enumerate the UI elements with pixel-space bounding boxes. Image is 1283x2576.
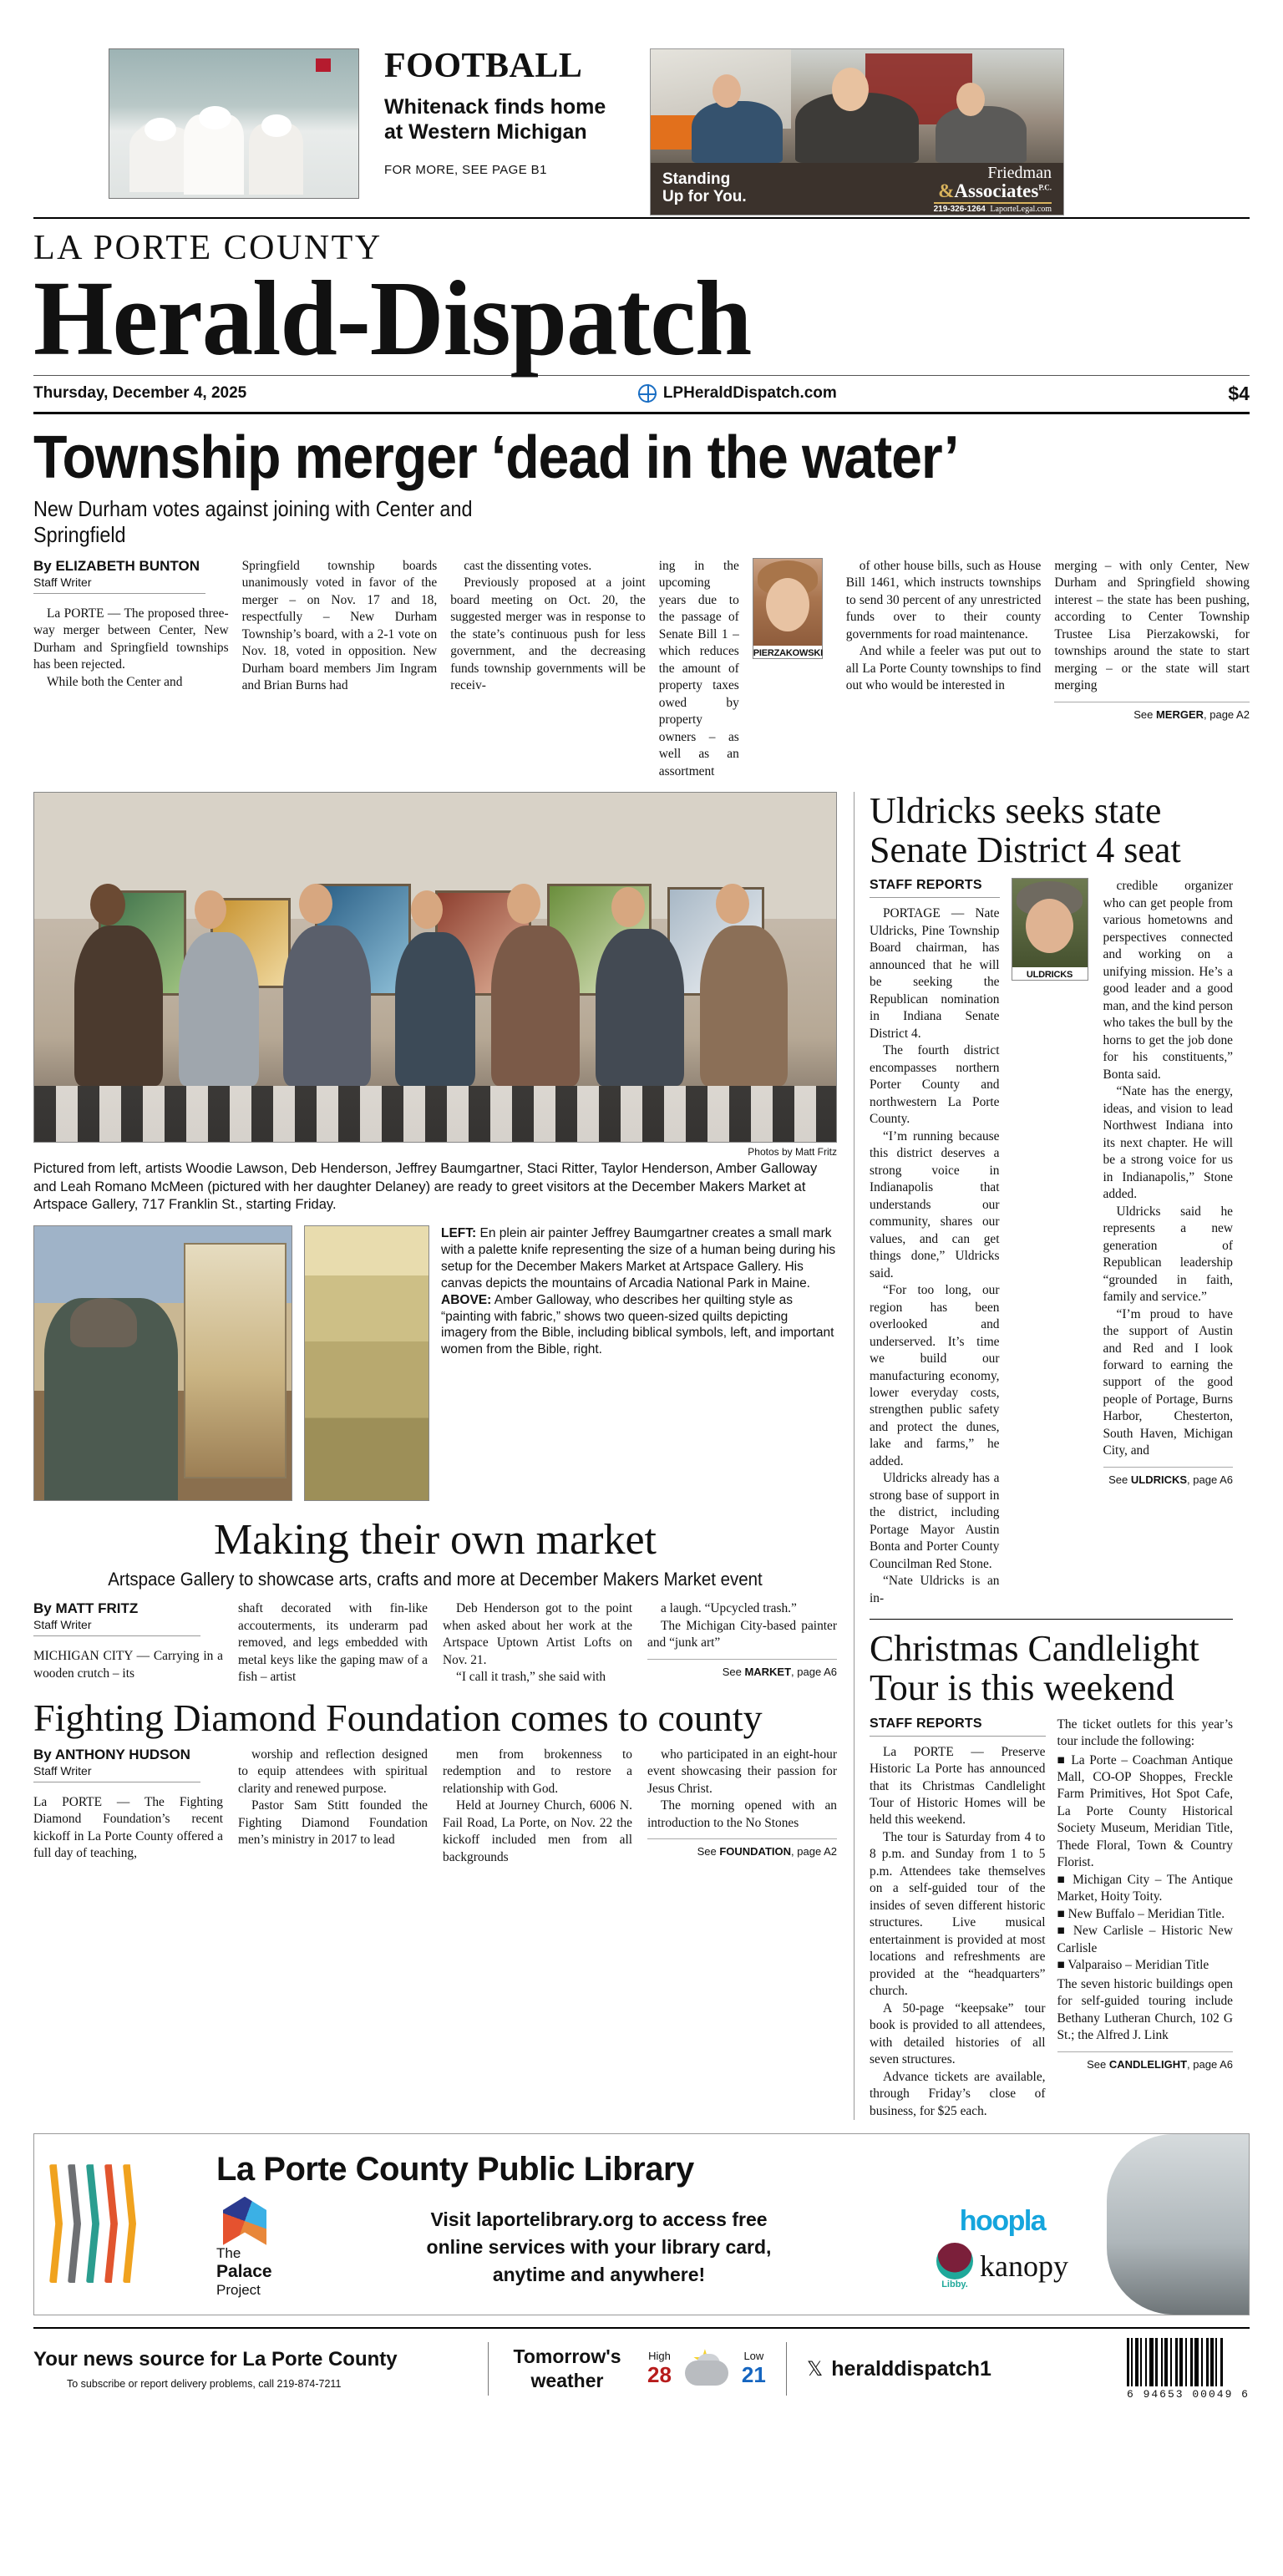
dateline-bar	[33, 376, 1250, 412]
ad-website[interactable]: LaporteLegal.com	[990, 204, 1052, 214]
teaser-text-block	[384, 48, 626, 177]
sun-cloud-icon	[683, 2347, 730, 2391]
library-ad-copy: Visit laportelibrary.org to access free online services with your library card, anytime and anywhere!	[426, 2208, 772, 2286]
lead-body-1	[33, 606, 229, 691]
market-deck: Artspace Gallery to showcase arts, crafts and more at December Makers Market event	[108, 1569, 763, 1590]
list-item: ■ New Carlisle – Historic New Carlisle	[1057, 1924, 1233, 1955]
foundation-col-4	[647, 1747, 837, 1866]
paragraph: “For too long, our region has been overlooked and underserved. It’s time we build our manufacturing economy, lower everyday costs, strengthen public safety and protect the dunes, lake and farms,” he added.	[870, 1283, 1000, 1468]
pierzakowski-mugshot	[753, 558, 823, 659]
list-item: ■ La Porte – Coachman Antique Mall, CO-OP Shoppes, Freckle Farm Primitives, Hot Spot Cafe, La Porte County Historical Society Museum, Meridian Title, Thede Floral, Town & Country Florist.	[1057, 1752, 1233, 1870]
paragraph: The tour is Saturday from 4 to 8 p.m. and Sunday from 1 to 5 p.m. Attendees take themselves on a self-guided tour of the insides of seven different historic structures. Live musical entertainment is provided at most locations and refreshments are provided at the “headquarters” church.	[870, 1829, 1046, 1999]
paragraph: “I call it trash,” she said with	[456, 1670, 606, 1685]
lead-story	[33, 423, 1250, 780]
high-label: High	[648, 2350, 671, 2363]
ad-banner	[651, 163, 1063, 215]
paragraph: Pastor Sam Stitt founded the Fighting Diamond Foundation men’s ministry in 2017 to lead	[238, 1798, 428, 1848]
plein-air-painter-photo	[33, 1225, 292, 1501]
uldricks-body-1	[870, 905, 1000, 1607]
list-item: ■ Michigan City – The Antique Market, Hoity Toity.	[1057, 1872, 1233, 1904]
weather-label: Tomorrow's weather	[513, 2345, 621, 2392]
paragraph: A 50-page “keepsake” tour book is provided to all attendees, with detailed histories of all seven structures.	[870, 2000, 1046, 2067]
list-item: ■ New Buffalo – Meridian Title.	[1057, 1906, 1225, 1921]
paragraph: Uldricks said he represents a new generation of Republican leadership “grounded in faith, family and service.”	[1103, 1204, 1233, 1305]
market-body-2: shaft decorated with fin-like accouterments, its underarm pad removed, and legs embedded with metal keys like the gaping maw of a fish – artist	[238, 1601, 428, 1685]
lead-byline-role: Staff Writer	[33, 575, 92, 589]
football-photo	[109, 48, 359, 199]
paragraph: credible organizer who can get people from various hometowns and perspectives connected and working on a unifying mission. He’s a good leader and a good man, and the kind person who takes the bull by the horns to get the job done for his constituents,” Bonta said.	[1103, 879, 1233, 1082]
paragraph: a laugh. “Upcycled trash.”	[661, 1601, 797, 1616]
paragraph: Advance tickets are available, through Friday’s close of business, for $25 each.	[870, 2069, 1046, 2118]
paragraph: Uldricks already has a strong base of support in the district, including Portage Mayor Austin Bonta and Porter County Councilman Red Stone.	[870, 1471, 1000, 1571]
paragraph: Previously proposed at a joint board meeting on Oct. 20, the suggested merger was in response to the state’s continuous push for less government, and the decreasing funds township governments will be receiv-	[450, 576, 646, 693]
price-label: $4	[1228, 382, 1250, 404]
foundation-story	[33, 1698, 837, 1867]
lead-body-3	[450, 558, 646, 780]
masthead	[33, 217, 1250, 414]
market-body-3	[443, 1600, 632, 1686]
paragraph: worship and reflection designed to equip attendees with spiritual clarity and renewed purpose.	[238, 1747, 428, 1796]
paragraph: of other house bills, such as House Bill 1461, which instructs townships to send 30 percent of any unrestricted funds over to their county governments for road maintenance.	[845, 558, 1042, 641]
teaser-kicker: FOOTBALL	[384, 47, 583, 85]
library-ad[interactable]	[33, 2133, 1250, 2315]
lead-jump-line[interactable]: See MERGER, page A2	[1054, 702, 1250, 721]
high-value: 28	[647, 2362, 672, 2388]
ad-brand-line2: &Associates$^{P.C.}$	[938, 180, 1052, 201]
paragraph: The Michigan City-based painter and “junk art”	[647, 1618, 837, 1651]
low-value: 21	[741, 2362, 766, 2388]
masthead-county: LA PORTE COUNTY	[33, 229, 383, 267]
ad-phone: 219-326-1264	[933, 204, 986, 214]
candlelight-bullets	[1057, 1752, 1234, 1975]
paragraph: The morning opened with an introduction to the No Stones	[647, 1798, 837, 1830]
candlelight-body-tail: The seven historic buildings open for self-guided touring include Bethany Lutheran Church, 102 G St.; the Alfred J. Link	[1057, 1976, 1233, 2043]
market-body-4	[647, 1600, 837, 1651]
uldricks-mug-caption: ULDRICKS	[1026, 970, 1073, 981]
weather-widget	[647, 2347, 766, 2391]
page-footer	[33, 2329, 1250, 2409]
library-ad-title: La Porte County Public Library	[216, 2150, 694, 2188]
paragraph: PORTAGE — Nate Uldricks, Pine Township Board chairman, has announced that he will be seeking the Republican nomination in Indiana Senate District 4.	[870, 906, 1000, 1041]
ad-brand-line1: Friedman	[987, 163, 1052, 182]
libby-icon	[936, 2243, 973, 2279]
teaser-headline-line2: at Western Michigan	[384, 119, 587, 144]
social-handle: heralddispatch1	[831, 2356, 991, 2381]
market-story	[33, 1518, 837, 1686]
candlelight-body-intro: The ticket outlets for this year’s tour include the following:	[1057, 1716, 1233, 1749]
ad-slogan	[662, 171, 747, 205]
paragraph: The fourth district encompasses northern Porter County and northwestern La Porte County.	[870, 1043, 1000, 1127]
market-body-1: MICHIGAN CITY — Carrying in a wooden crutch – its	[33, 1649, 223, 1681]
feature-photo-caption: Pictured from left, artists Woodie Lawson, Deb Henderson, Jeffrey Baumgartner, Staci Ritter, Taylor Henderson, Amber Galloway and Leah Romano McMeen (pictured with her daughter Delaney) are ready to greet visitors at the December Makers Market at Artspace Gallery, 717 Franklin St., starting Friday.	[33, 1161, 818, 1213]
library-logo-icon	[49, 2158, 208, 2291]
masthead-title: Herald-Dispatch	[33, 259, 752, 378]
market-col-1	[33, 1600, 223, 1686]
list-item: ■ Valparaiso – Meridian Title	[1057, 1958, 1209, 1973]
candlelight-staff-label: STAFF REPORTS	[870, 1716, 982, 1731]
paragraph: Deb Henderson got to the point when asked about her work at the Artspace Uptown Artist Lofts on Nov. 21.	[443, 1601, 632, 1667]
uldricks-story	[870, 792, 1233, 1607]
library-ad-photo	[1107, 2134, 1249, 2315]
candlelight-headline: Christmas Candlelight Tour is this weekend	[870, 1628, 1199, 1708]
teaser-headline-line1: Whitenack finds home	[384, 95, 606, 119]
friedman-associates-ad[interactable]	[650, 48, 1064, 216]
uldricks-body-2	[1103, 878, 1234, 1459]
caption-left-text: En plein air painter Jeffrey Baumgartner creates a small mark with a palette knife representing the size of a human being during his setup for the December Makers Market at Artspace Gallery. His canvas depicts the mountains of Arcadia National Park in Maine.	[441, 1226, 836, 1291]
library-ad-main	[208, 2151, 1107, 2299]
paragraph: And while a feeler was put out to all La Porte County townships to find out who would be interested in	[845, 644, 1042, 693]
market-byline: By MATT FRITZ	[33, 1600, 139, 1617]
caption-left-label: LEFT:	[441, 1226, 477, 1241]
footer-subscribe: To subscribe or report delivery problems, call 219-874-7211	[67, 2378, 342, 2391]
uldricks-mugshot	[1012, 878, 1088, 981]
ampersand-icon: &	[938, 180, 955, 201]
barcode-bars	[1127, 2338, 1250, 2386]
paragraph: Held at Journey Church, 6006 N. Fail Road, La Porte, on Nov. 22 the kickoff included men from all backgrounds	[443, 1798, 632, 1864]
makers-market-group-photo	[33, 792, 837, 1143]
ad-brand	[934, 165, 1052, 214]
palace-project-logo: The Palace Project	[216, 2197, 292, 2299]
lead-col-6	[1054, 558, 1250, 780]
secondary-photo-row	[33, 1225, 837, 1501]
ad-slogan-line2: Up for You.	[662, 188, 747, 205]
globe-icon	[638, 384, 657, 403]
market-byline-role: Staff Writer	[33, 1618, 92, 1632]
paragraph: men from brokenness to redemption and to restore a relationship with God.	[443, 1747, 632, 1796]
foundation-byline: By ANTHONY HUDSON	[33, 1746, 190, 1762]
market-col-4	[647, 1600, 837, 1686]
uldricks-jump-line[interactable]: See ULDRICKS, page A6	[1103, 1467, 1234, 1486]
paragraph: who participated in an eight-hour event showcasing their passion for Jesus Christ.	[647, 1747, 837, 1796]
feature-and-rail	[33, 792, 1250, 2120]
lead-body-6: merging – with only Center, New Durham and Springfield showing interest – the state has been pushing, according to Center Township Trustee Lisa Pierzakowski, for townships around the state to start merging – or the state will start merging	[1054, 558, 1250, 693]
lead-body-5	[846, 558, 1042, 780]
quilt-photo	[304, 1225, 429, 1501]
mugshot-caption: PIERZAKOWSKI	[753, 647, 823, 658]
social-handle-block[interactable]	[807, 2357, 991, 2381]
paragraph: “I’m running because this district deserves a strong voice in Indianapolis that understands our community, shares our values, and can get things done,” Uldricks said.	[870, 1128, 1000, 1280]
paragraph: La PORTE — The proposed three-way merger between Center, New Durham and Springfield townships has been rejected.	[33, 606, 229, 672]
hoopla-logo: hoopla	[959, 2205, 1046, 2238]
feature-column	[33, 792, 837, 2120]
libby-label: Libby.	[941, 2279, 968, 2290]
lead-byline: By ELIZABETH BUNTON	[33, 557, 200, 574]
lead-col-1	[33, 558, 229, 780]
candlelight-story	[870, 1630, 1233, 2120]
paragraph: cast the dissenting votes.	[464, 558, 592, 573]
caption-above-label: ABOVE:	[441, 1292, 492, 1307]
foundation-byline-role: Staff Writer	[33, 1763, 92, 1777]
palace-mark-icon	[223, 2197, 266, 2245]
library-service-logos	[906, 2205, 1098, 2289]
right-rail	[854, 792, 1233, 2120]
candlelight-body-1	[870, 1744, 1046, 2121]
ad-slogan-line1: Standing	[662, 170, 731, 189]
photo-credit: Photos by Matt Fritz	[748, 1146, 837, 1159]
secondary-photo-caption	[441, 1225, 837, 1501]
lead-body-4: ing in the upcoming years due to the passage of Senate Bill 1 – which reduces the amount of property taxes owed by property owners – as well as an assortment	[658, 558, 739, 778]
x-twitter-icon: 𝕏	[806, 2357, 824, 2381]
candlelight-jump-line[interactable]: See CANDLELIGHT, page A6	[1057, 2051, 1234, 2071]
market-jump-line[interactable]: See MARKET, page A6	[647, 1659, 837, 1678]
foundation-body-4	[647, 1747, 837, 1832]
barcode	[1127, 2338, 1250, 2401]
website-url[interactable]: LPHeraldDispatch.com	[662, 384, 837, 403]
lead-deck: New Durham votes against joining with Center and Springfield	[33, 495, 473, 547]
footer-tagline: Your news source for La Porte County	[33, 2348, 398, 2371]
caption-above-text: Amber Galloway, who describes her quilting style as “painting with fabric,” shows two queen-sized quilts depicting imagery from the Bible, including biblical symbols, left, and important women from the Bible, right.	[441, 1292, 834, 1357]
foundation-headline: Fighting Diamond Foundation comes to county	[33, 1696, 763, 1739]
publication-date: Thursday, December 4, 2025	[33, 384, 247, 403]
foundation-body-1: La PORTE — The Fighting Diamond Foundation’s recent kickoff in La Porte County offered a full day of teaching,	[33, 1794, 223, 1861]
paragraph: “Nate has the energy, ideas, and vision to lead Northwest Indiana into its next chapter. He will be a strong voice for us in Indianapolis,” Stone added.	[1103, 1084, 1233, 1202]
top-teaser-strip	[33, 0, 1250, 217]
foundation-col-1	[33, 1747, 223, 1866]
teaser-headline	[384, 95, 626, 145]
paragraph: “I’m proud to have the support of Austin and Red and I look forward to earning the support of the good people of Portage, Burns Harbor, Chesterton, South Haven, Michigan City, and	[1103, 1306, 1233, 1458]
low-label: Low	[743, 2350, 764, 2363]
ad-contact	[934, 205, 1052, 214]
uldricks-headline: Uldricks seeks state Senate District 4 seat	[870, 790, 1181, 870]
teaser-more-label: FOR MORE, SEE PAGE B1	[384, 163, 547, 177]
lead-headline: Township merger ‘dead in the water’	[33, 423, 959, 491]
paragraph: La PORTE — Preserve Historic La Porte has announced that its Christmas Candlelight Tour of Historic Homes will be held this weekend.	[870, 1744, 1046, 1828]
foundation-body-2	[238, 1747, 428, 1866]
foundation-jump-line[interactable]: See FOUNDATION, page A2	[647, 1838, 837, 1858]
barcode-number: 6 94653 00049 6	[1126, 2387, 1250, 2401]
paragraph: While both the Center and	[47, 674, 183, 689]
uldricks-staff-label: STAFF REPORTS	[870, 878, 982, 893]
market-headline: Making their own market	[214, 1516, 657, 1564]
footer-tagline-block	[33, 2348, 468, 2390]
kanopy-logo: kanopy	[980, 2249, 1068, 2284]
foundation-body-3	[443, 1747, 632, 1866]
paragraph: “Nate Uldricks is an in-	[870, 1574, 1000, 1605]
lead-body-2: Springfield township boards unanimously voted in favor of the merger – on Nov. 17 and 18, respectfully – New Durham Township’s board, with a 2-1 vote on Nov. 18, voted in opposition. New Durham board members Jim Ingram and Brian Burns had	[241, 558, 438, 693]
